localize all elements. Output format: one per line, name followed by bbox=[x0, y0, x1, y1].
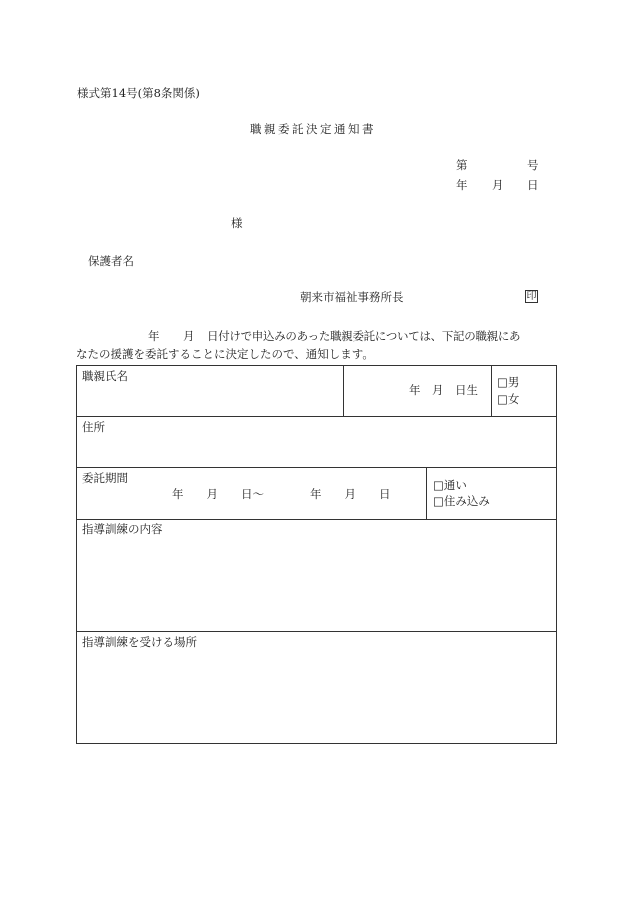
period-range: 年 月 日～ 年 月 日 bbox=[172, 487, 391, 501]
training-place-label: 指導訓練を受ける場所 bbox=[82, 635, 197, 649]
address-label: 住所 bbox=[82, 420, 105, 434]
body-line-2: なたの援護を委託することに決定したので、通知します。 bbox=[76, 347, 374, 361]
training-content-label: 指導訓練の内容 bbox=[82, 522, 163, 536]
row-divider bbox=[76, 416, 557, 417]
column-divider bbox=[426, 467, 427, 519]
body-month: 月 bbox=[183, 329, 195, 343]
issue-date-month: 月 bbox=[492, 178, 504, 192]
sex-male-option: □男 bbox=[497, 375, 520, 389]
addressee-honorific: 様 bbox=[231, 216, 243, 230]
commute-option: □通い bbox=[433, 478, 467, 492]
employer-name-label: 職親氏名 bbox=[82, 369, 128, 383]
period-label: 委託期間 bbox=[82, 471, 128, 485]
notice-number-prefix: 第 bbox=[456, 158, 468, 172]
row-divider bbox=[76, 467, 557, 468]
issue-date-day: 日 bbox=[527, 178, 539, 192]
body-year: 年 bbox=[148, 329, 160, 343]
seal-mark: 印 bbox=[526, 291, 537, 302]
document-title: 職親委託決定通知書 bbox=[250, 122, 376, 136]
issue-date-year: 年 bbox=[456, 178, 468, 192]
row-divider bbox=[76, 519, 557, 520]
live-in-option: □住み込み bbox=[433, 494, 490, 508]
row-divider bbox=[76, 631, 557, 632]
column-divider bbox=[491, 365, 492, 416]
sex-female-option: □女 bbox=[497, 392, 520, 406]
column-divider bbox=[343, 365, 344, 416]
guardian-name-label: 保護者名 bbox=[88, 254, 134, 268]
body-line-1: 日付けで申込みのあった職親委託については、下記の職親にあ bbox=[207, 329, 521, 343]
birth-date-label: 年 月 日生 bbox=[409, 383, 478, 397]
form-number: 様式第14号(第8条関係) bbox=[77, 86, 200, 100]
notice-number-suffix: 号 bbox=[527, 158, 539, 172]
sender-name: 朝来市福祉事務所長 bbox=[300, 290, 404, 304]
details-table bbox=[76, 365, 557, 744]
